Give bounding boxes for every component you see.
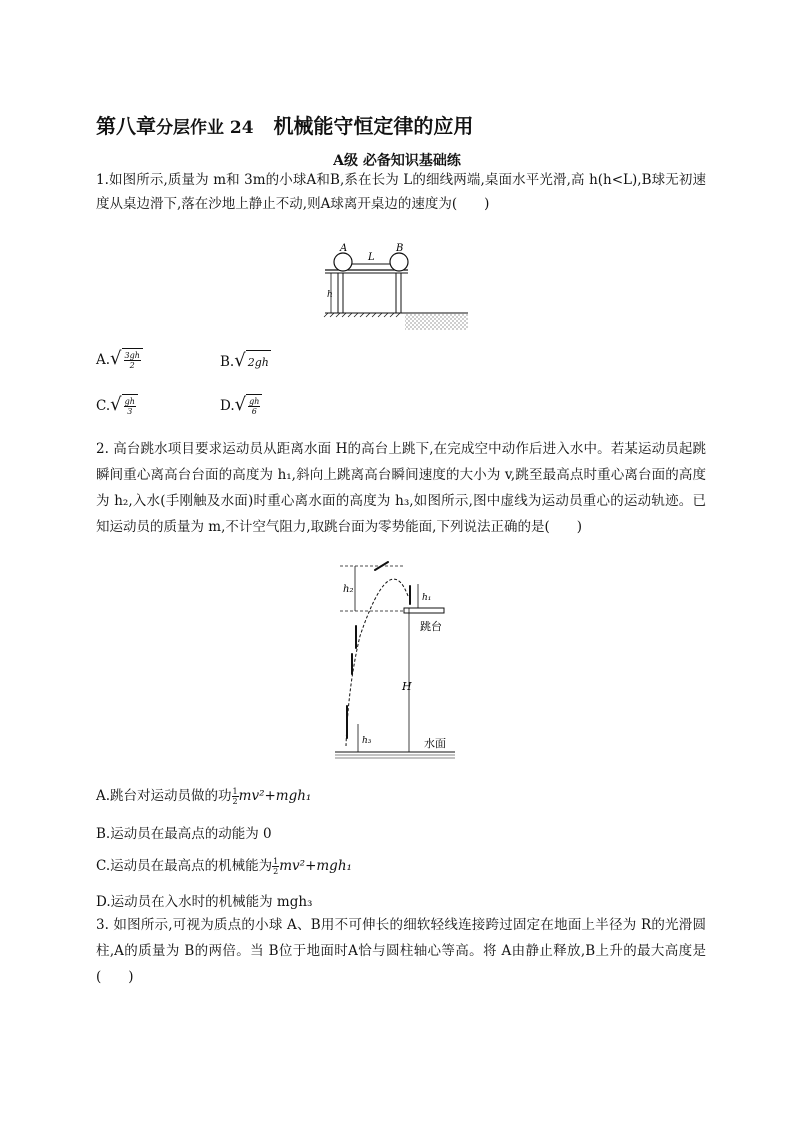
q1-option-c: C. √ $\frac{gh}{3}$ xyxy=(96,394,138,416)
question-2-text: 2. 高台跳水项目要求运动员从距离水面 H的高台上跳下,在完成空中动作后进入水中。若某运动员起跳瞬间重心离高台台面的高度为 h₁,斜向上跳离高台瞬间速度的大小为 v,跳至最高点时重心离台面的高度为 h₂,入水(手刚触及水面)时重心离水面的高度为 h₃,如图所示,图中虚线为运动员重心的运动轨迹。已知运动员的质量为 m,不计空气阻力,取跳台面为零势能面,下列说法正确的是( ) xyxy=(96,441,706,535)
q2-option-b: B.运动员在最高点的动能为 0 xyxy=(96,826,272,842)
question-3-text: 3. 如图所示,可视为质点的小球 A、B用不可伸长的细软轻线连接跨过固定在地面上半径为 R的光滑圆柱,A的质量为 B的两倍。当 B位于地面时A恰与圆柱轴心等高。将 A由静止释放,B上升的最大高度是( ) xyxy=(96,917,706,985)
figure-label-b: B xyxy=(396,243,404,254)
topic-label: 机械能守恒定律的应用 xyxy=(273,114,474,138)
figure-label-l: L xyxy=(368,252,375,263)
q2-option-c: C.运动员在最高点的机械能为 $\frac{1}{2}$ mv²+mgh₁ xyxy=(96,857,352,876)
label-h1: h₁ xyxy=(422,593,432,603)
q1-option-b: B. √ 2gh xyxy=(220,350,269,371)
page-title xyxy=(96,110,473,139)
q1-option-d: D. √ $\frac{gh}{6}$ xyxy=(220,394,262,416)
q2-option-d: D.运动员在入水时的机械能为 mgh₃ xyxy=(96,894,313,910)
chapter-label: 第八章 xyxy=(96,114,156,138)
q2-option-a: A.跳台对运动员做的功 $\frac{1}{2}$ mv²+mgh₁ xyxy=(96,787,312,806)
label-H: H xyxy=(402,680,412,693)
section-heading: A级 必备知识基础练 xyxy=(333,153,461,169)
q1-option-a: A. √ $\frac{3gh}{2}$ xyxy=(96,348,143,370)
question-1-text: 1.如图所示,质量为 m和 3m的小球A和B,系在长为 L的细线两端,桌面水平光滑,高 h(h<L),B球无初速度从桌边滑下,落在沙地上静止不动,则A球离开桌边的速度为( ) xyxy=(96,172,706,212)
figure-label-h: h xyxy=(327,290,333,300)
label-h3: h₃ xyxy=(362,736,372,746)
question-1-figure xyxy=(320,240,475,335)
label-water: 水面 xyxy=(424,737,446,750)
label-platform: 跳台 xyxy=(420,620,442,633)
figure-label-a: A xyxy=(340,243,348,254)
question-2-figure xyxy=(330,556,460,768)
assignment-label: 分层作业 24 xyxy=(156,118,254,138)
label-h2: h₂ xyxy=(343,584,354,595)
